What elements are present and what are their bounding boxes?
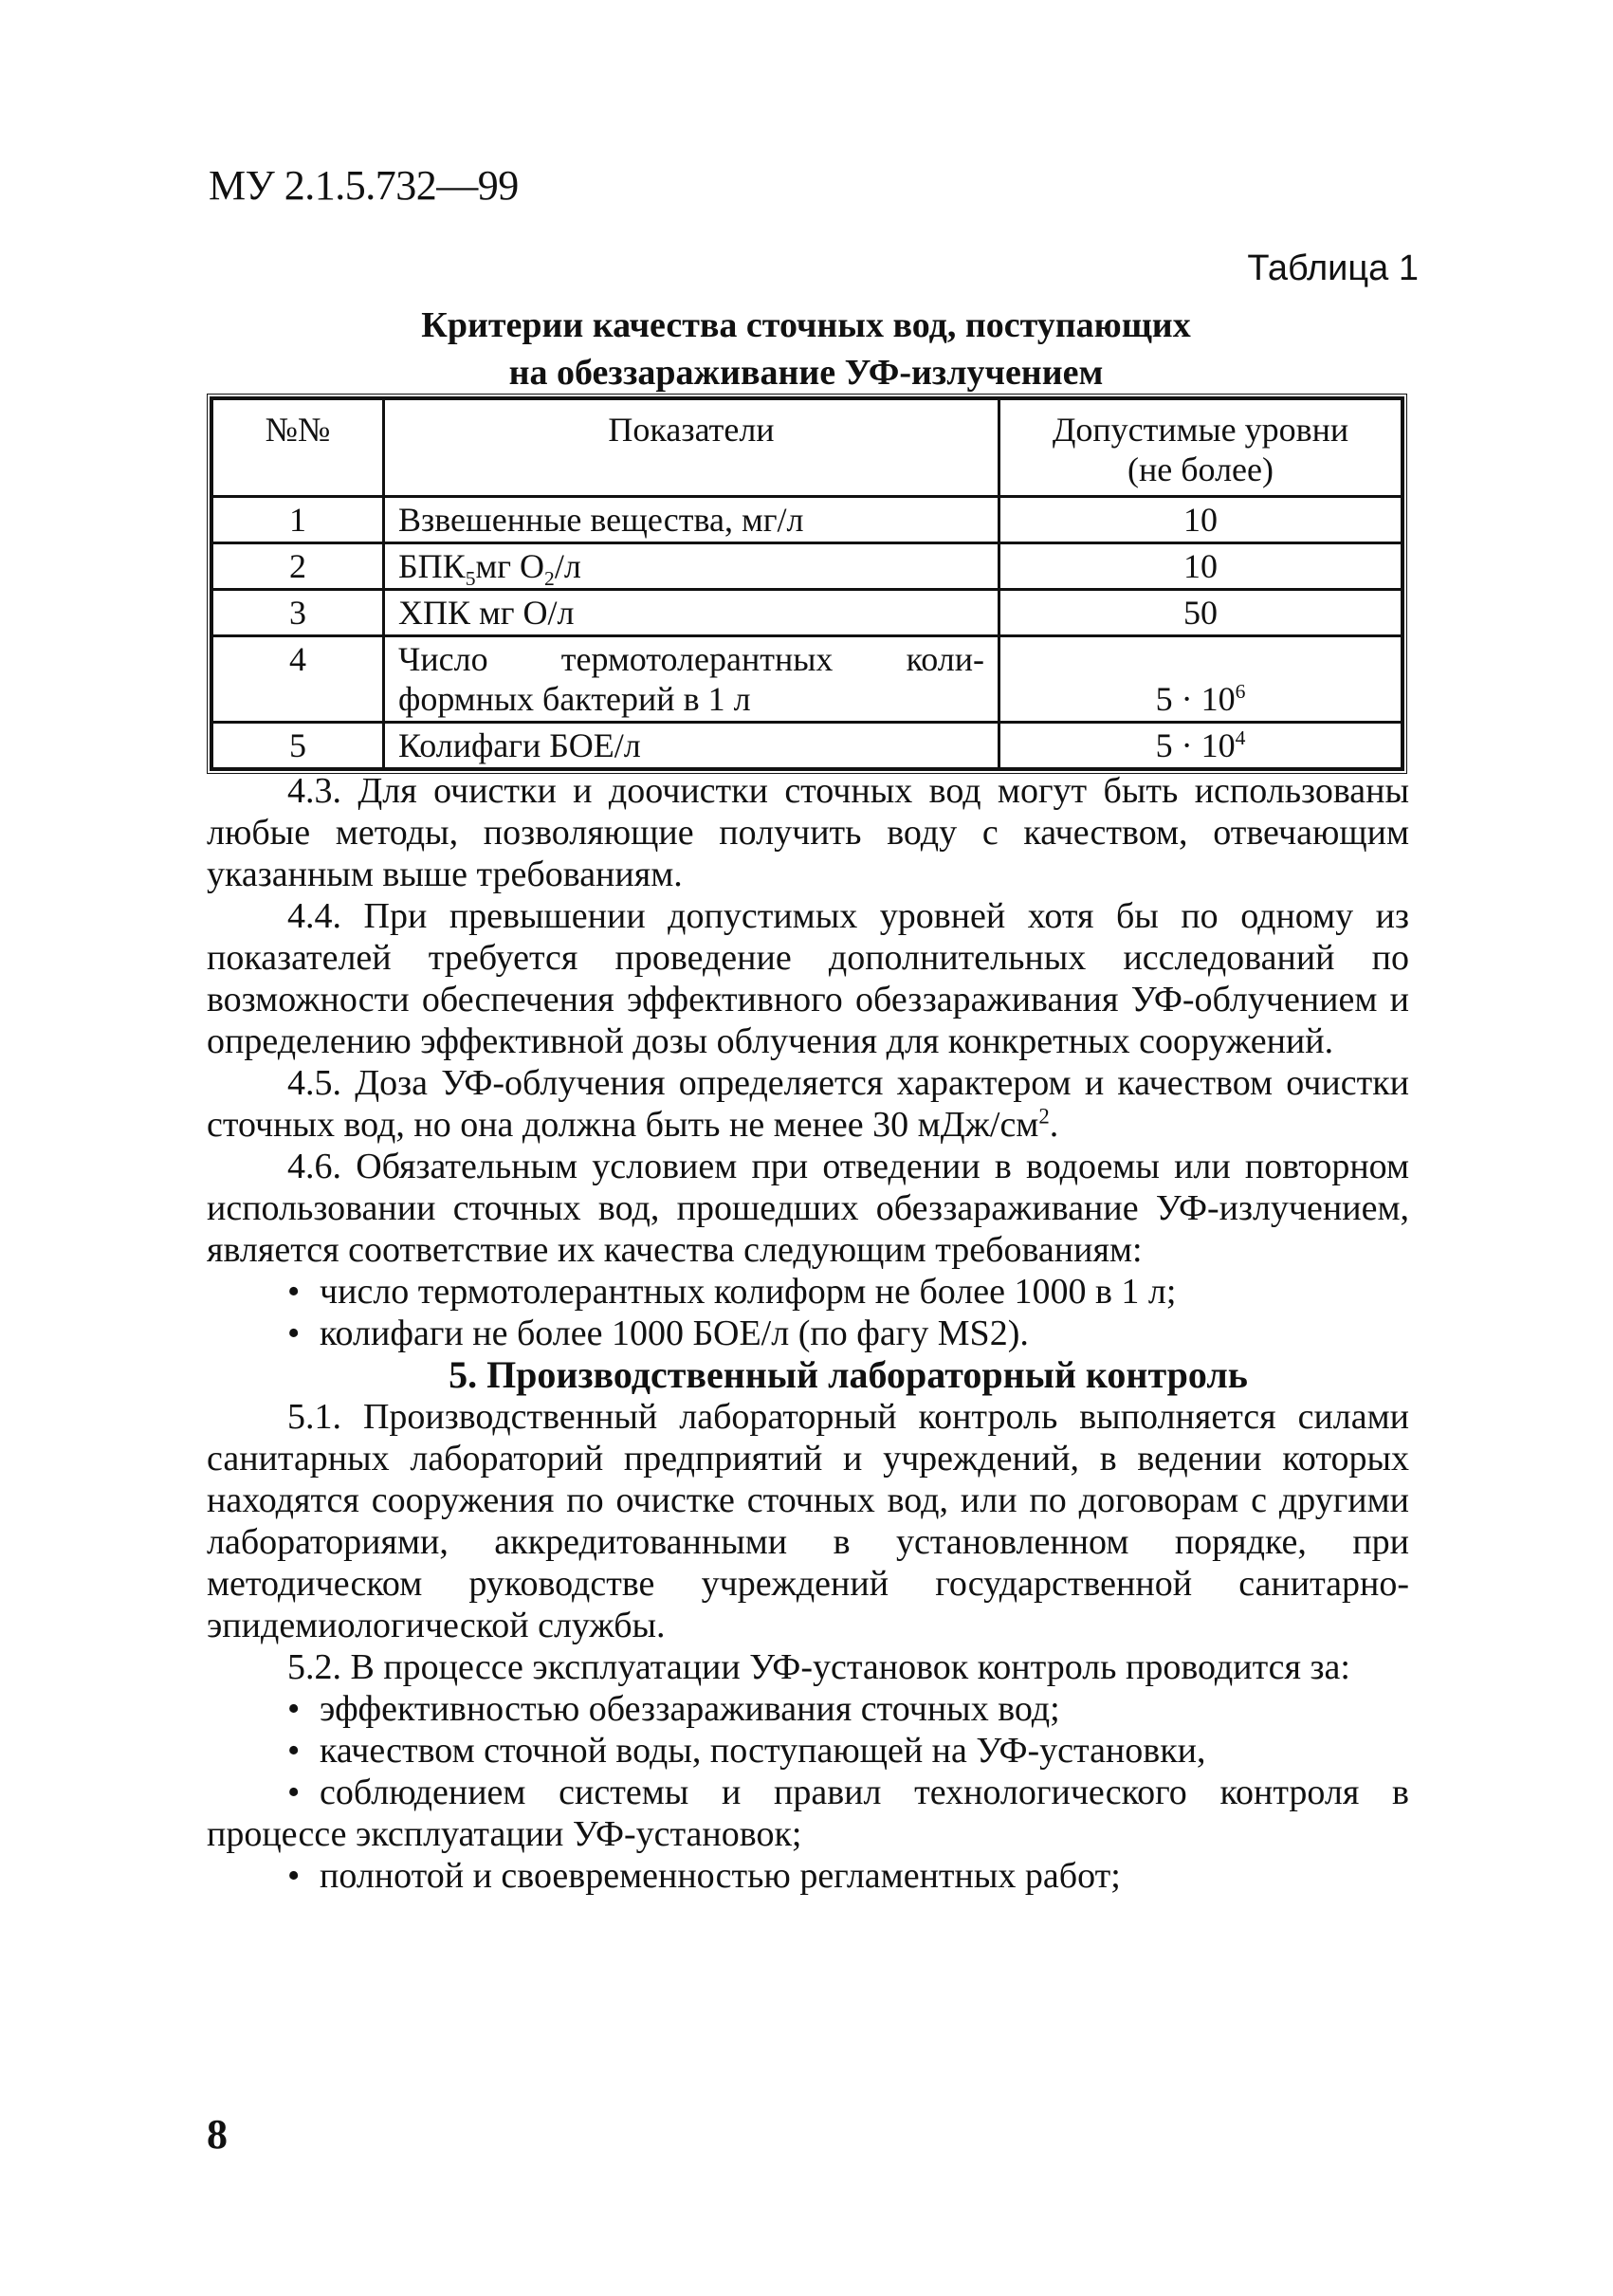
col-header-name: Показатели (384, 399, 999, 497)
table-row (212, 636, 1402, 723)
row-num: 3 (212, 590, 384, 636)
col-header-value-line1: Допустимые уровни (1052, 411, 1349, 449)
list-item: • полнотой и своевременностью регламентных работ; (207, 1855, 1409, 1897)
paragraph-4-5-text: 4.5. Доза УФ-облучения определяется характером и качеством очистки сточных вод, но она должна быть не менее 30 мДж/см (207, 1063, 1409, 1145)
row-value-exponent: 4 (1235, 726, 1246, 749)
paragraph-4-5-end: . (1049, 1105, 1059, 1145)
col-header-value (999, 399, 1402, 497)
col-header-num: №№ (212, 399, 384, 497)
table-title-line2: на обеззараживание УФ-излучением (508, 353, 1104, 393)
col-header-value-line2: (не более) (1127, 450, 1274, 488)
paragraph-4-6: 4.6. Обязательным условием при отведении в водоемы или повторном использовании сточных вод, прошедших обеззараживание УФ-излучением, является соответствие их качества следующим требованиям: (207, 1147, 1409, 1270)
table-row (212, 590, 1402, 636)
row-value (999, 723, 1402, 769)
row-name: Колифаги БОЕ/л (384, 723, 999, 769)
paragraph-5-1: 5.1. Производственный лабораторный контроль выполняется силами санитарных лабораторий предприятий и учреждений, в ведении которых находятся сооружения по очистке сточных вод, или по договорам с другими лабораториями, аккредитованными в установленном порядке, при методическом руководстве учреждений государственной санитарно-эпидемиологической службы. (207, 1397, 1409, 1645)
row-name-part: БПК (398, 547, 466, 585)
table-header-row (212, 399, 1402, 497)
row-value: 10 (999, 497, 1402, 543)
row-name-part: мг О (475, 547, 545, 585)
row-name-part: /л (554, 547, 581, 585)
criteria-table-frame (207, 394, 1407, 774)
list-item: • соблюдением системы и правил технологического контроля в процессе эксплуатации УФ-установок; (207, 1772, 1409, 1855)
row-name (384, 636, 999, 723)
row-name: Взвешенные вещества, мг/л (384, 497, 999, 543)
list-item: • качеством сточной воды, поступающей на УФ-установки, (207, 1730, 1409, 1772)
row-value: 50 (999, 590, 1402, 636)
table-title-line1: Критерии качества сточных вод, поступающих (421, 305, 1191, 345)
row-value (999, 636, 1402, 723)
row-num: 4 (212, 636, 384, 723)
list-item: • число термотолерантных колиформ не более 1000 в 1 л; (207, 1271, 1409, 1313)
paragraph-4-3: 4.3. Для очистки и доочистки сточных вод могут быть использованы любые методы, позволяющие получить воду с качеством, отвечающим указанным выше требованиям. (207, 771, 1409, 894)
row-value-base: 5 · 10 (1155, 726, 1236, 764)
section-5-title: 5. Производственный лабораторный контроль (449, 1353, 1248, 1396)
body-text (207, 770, 1409, 1897)
list-item: • эффективностью обеззараживания сточных вод; (207, 1688, 1409, 1730)
row-name-subscript: 5 (465, 567, 476, 591)
table-row (212, 543, 1402, 590)
unit-superscript: 2 (1038, 1104, 1050, 1129)
table-row (212, 497, 1402, 543)
table-row (212, 723, 1402, 769)
table-title (209, 302, 1403, 396)
table-number: Таблица 1 (1247, 248, 1419, 288)
row-value-exponent: 6 (1235, 680, 1246, 703)
doc-code: МУ 2.1.5.732—99 (209, 162, 519, 209)
row-name-line1: Число термотолерантных коли- (398, 640, 984, 678)
row-value-base: 5 · 10 (1155, 680, 1236, 718)
row-name (384, 543, 999, 590)
paragraph-4-4: 4.4. При превышении допустимых уровней хотя бы по одному из показателей требуется проведение дополнительных исследований по возможности обеспечения эффективного обеззараживания УФ-облучением и определению эффективной дозы облучения для конкретных сооружений. (207, 896, 1409, 1061)
paragraph-5-2: 5.2. В процессе эксплуатации УФ-установок контроль проводится за: (287, 1647, 1350, 1687)
paragraph-4-5 (207, 1062, 1409, 1146)
page-number: 8 (207, 2111, 228, 2158)
row-num: 5 (212, 723, 384, 769)
criteria-table (211, 397, 1403, 770)
row-num: 2 (212, 543, 384, 590)
row-value: 10 (999, 543, 1402, 590)
row-num: 1 (212, 497, 384, 543)
row-name: ХПК мг О/л (384, 590, 999, 636)
row-name-line2: формных бактерий в 1 л (398, 680, 751, 718)
row-name-subscript: 2 (544, 567, 555, 591)
list-item: • колифаги не более 1000 БОЕ/л (по фагу MS2). (207, 1313, 1409, 1354)
